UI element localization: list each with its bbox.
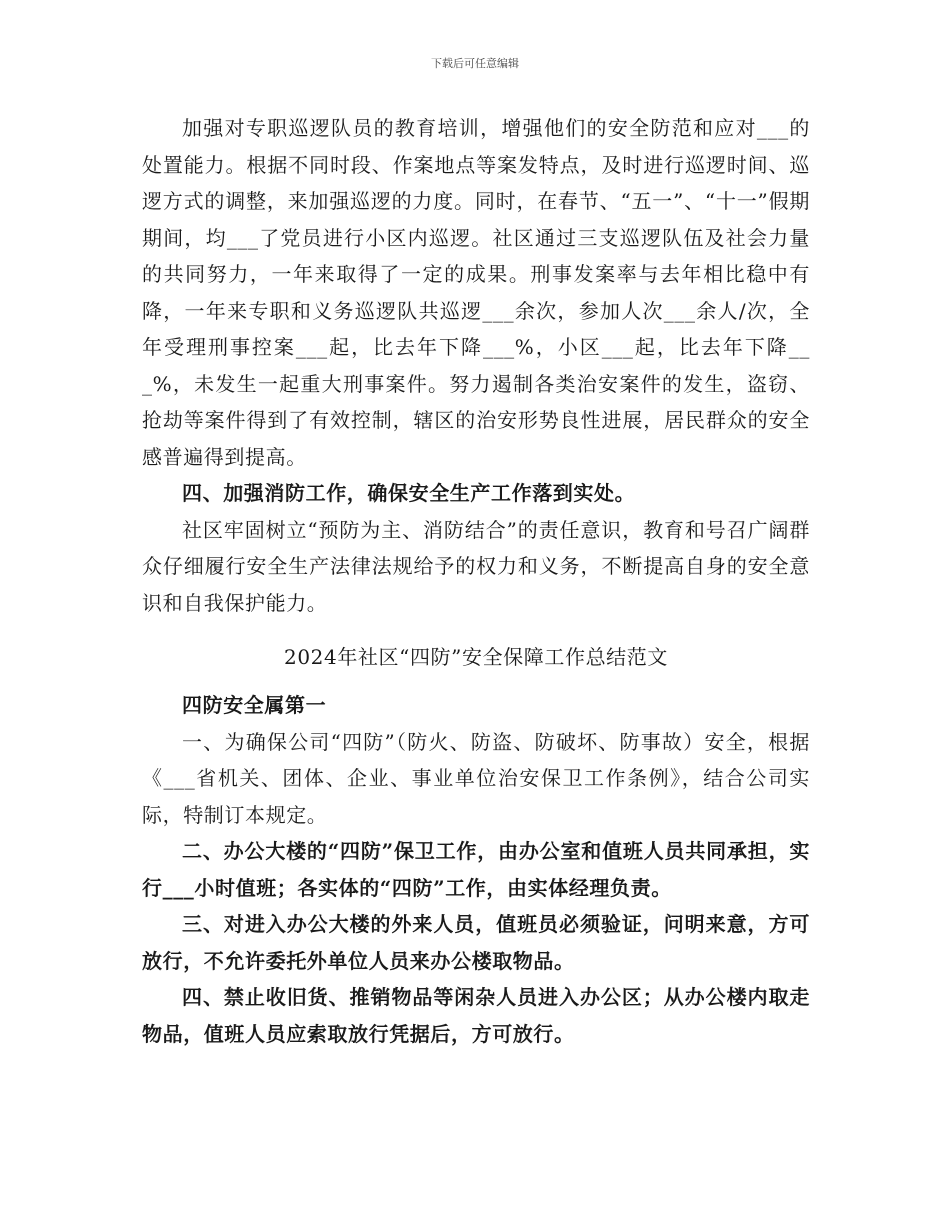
heading-fire-safety: 四、加强消防工作，确保安全生产工作落到实处。 [182,481,636,505]
header-note: 下载后可任意编辑 [431,57,519,70]
section-heading: 四防安全属第一 [182,693,327,717]
paragraph-fire: 社区牢固树立“预防为主、消防结合”的责任意识，教育和号召广阔群众仔细履行安全生产法律法规给予的权力和义务，不断提高自身的安全意识和自我保护能力。 [142,517,810,615]
rule-item-4: 四、禁止收旧货、推销物品等闲杂人员进入办公区；从办公楼内取走物品，值班人员应索取放行凭据后，方可放行。 [142,985,810,1046]
paragraph-patrol: 加强对专职巡逻队员的教育培训，增强他们的安全防范和应对___的处置能力。根据不同时段、作案地点等案发特点，及时进行巡逻时间、巡逻方式的调整，来加强巡逻的力度。同时，在春节、“五一”、“十一”假期期间，均___了党员进行小区内巡逻。社区通过三支巡逻队伍及社会力量的共同努力，一年来取得了一定的成果。刑事发案率与去年相比稳中有降，一年来专职和义务巡逻队共巡逻___余次，参加人次___余人/次，全年受理刑事控案___起，比去年下降___%，小区___起，比去年下降___%，未发生一起重大刑事案件。努力遏制各类治安案件的发生，盗窃、抢劫等案件得到了有效控制，辖区的治安形势良性进展，居民群众的安全感普遍得到提高。 [142,116,810,469]
document-title: 2024年社区“四防”安全保障工作总结范文 [284,645,668,669]
rule-item-3: 三、对进入办公大楼的外来人员，值班员必须验证，问明来意，方可放行，不允许委托外单位人员来办公楼取物品。 [142,912,810,973]
rule-item-2: 二、办公大楼的“四防”保卫工作，由办公室和值班人员共同承担，实行___小时值班；各实体的“四防”工作，由实体经理负责。 [142,839,810,900]
rule-item-1: 一、为确保公司“四防”（防火、防盗、防破坏、防事故）安全，根据《___省机关、团体、企业、事业单位治安保卫工作条例》，结合公司实际，特制订本规定。 [142,729,810,827]
document-body [142,110,810,1052]
